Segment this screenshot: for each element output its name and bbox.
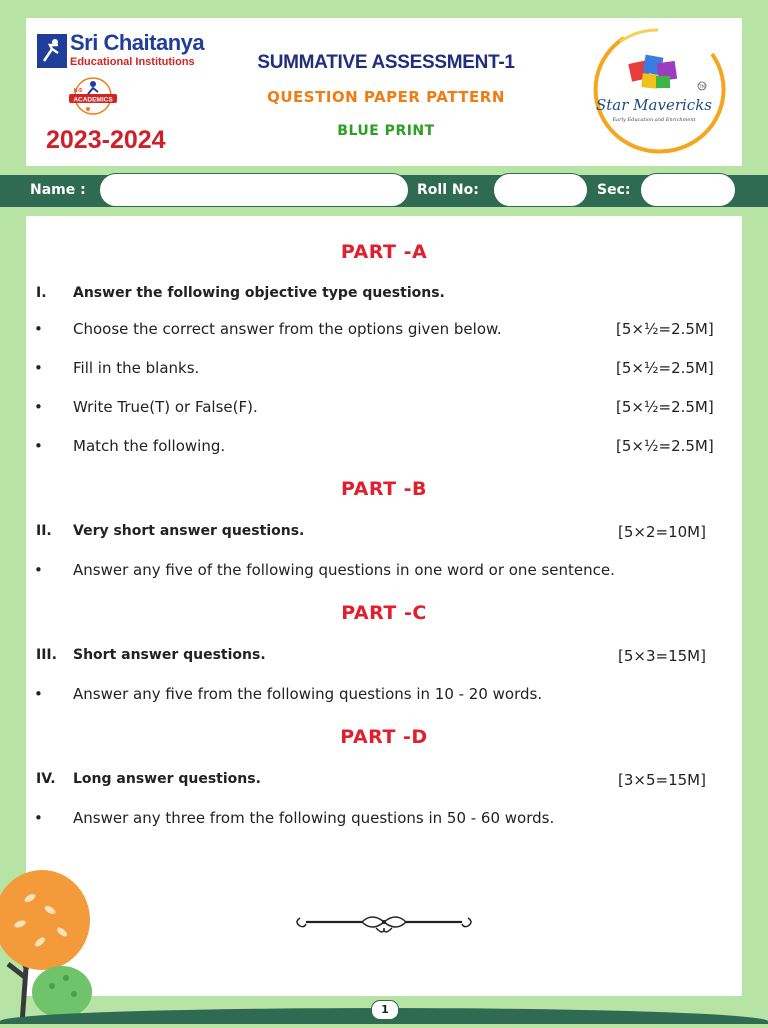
star-logo-tm: TM	[699, 84, 705, 89]
academics-badge-icon	[64, 76, 122, 116]
bullet: •	[34, 398, 43, 416]
star-logo-tagline: Early Education and Enrichment	[612, 117, 696, 123]
section-field[interactable]	[640, 173, 736, 207]
item-marks: [5×½=2.5M]	[616, 398, 714, 416]
question-number: II.	[36, 523, 52, 539]
runner-emblem-icon	[37, 34, 67, 68]
question-marks: [5×3=15M]	[618, 647, 706, 665]
question-heading: Short answer questions.	[73, 647, 266, 663]
part-b-title: PART -B	[340, 478, 428, 500]
academics-ks: K-5	[74, 88, 83, 94]
page-title: SUMMATIVE ASSESSMENT-1	[257, 52, 515, 73]
bullet: •	[34, 359, 43, 377]
question-number: III.	[36, 647, 57, 663]
bullet: •	[34, 437, 43, 455]
bullet: •	[34, 685, 43, 703]
part-d-title: PART -D	[340, 726, 428, 748]
item-text: Answer any five of the following questions in one word or one sentence.	[73, 561, 615, 579]
item-marks: [5×½=2.5M]	[616, 320, 714, 338]
blue-print-label: BLUE PRINT	[337, 123, 435, 139]
item-text: Answer any three from the following questions in 50 - 60 words.	[73, 809, 555, 827]
question-marks: [3×5=15M]	[618, 771, 706, 789]
rollno-field[interactable]	[493, 173, 588, 207]
question-heading: Very short answer questions.	[73, 523, 305, 539]
name-label: Name :	[30, 182, 86, 198]
ornament-divider-icon	[292, 908, 476, 936]
brand-subtitle: Educational Institutions	[70, 56, 195, 68]
question-heading: Long answer questions.	[73, 771, 261, 787]
item-text: Answer any five from the following questions in 10 - 20 words.	[73, 685, 543, 703]
question-marks: [5×2=10M]	[618, 523, 706, 541]
bullet: •	[34, 809, 43, 827]
name-field[interactable]	[99, 173, 409, 207]
page-number: 1	[371, 1000, 399, 1020]
question-number: IV.	[36, 771, 56, 787]
star-mavericks-logo	[584, 24, 732, 160]
item-marks: [5×½=2.5M]	[616, 359, 714, 377]
bullet: •	[34, 561, 43, 579]
item-text: Fill in the blanks.	[73, 359, 200, 377]
academic-year: 2023-2024	[46, 126, 166, 154]
question-heading: Answer the following objective type questions.	[73, 285, 445, 301]
bullet: •	[34, 320, 43, 338]
item-text: Write True(T) or False(F).	[73, 398, 258, 416]
academics-label: ACADEMICS	[73, 96, 113, 104]
rollno-label: Roll No:	[417, 182, 479, 198]
header	[26, 18, 742, 166]
brand-name: Sri Chaitanya	[70, 30, 205, 55]
star-logo-name: Star Mavericks	[596, 96, 712, 114]
tree-decoration-icon	[0, 868, 100, 1024]
question-number: I.	[36, 285, 47, 301]
item-text: Choose the correct answer from the options given below.	[73, 320, 502, 338]
part-c-title: PART -C	[341, 602, 427, 624]
item-text: Match the following.	[73, 437, 226, 455]
page-subtitle: QUESTION PAPER PATTERN	[267, 88, 505, 106]
part-a-title: PART -A	[340, 241, 428, 263]
item-marks: [5×½=2.5M]	[616, 437, 714, 455]
section-label: Sec:	[597, 182, 631, 198]
